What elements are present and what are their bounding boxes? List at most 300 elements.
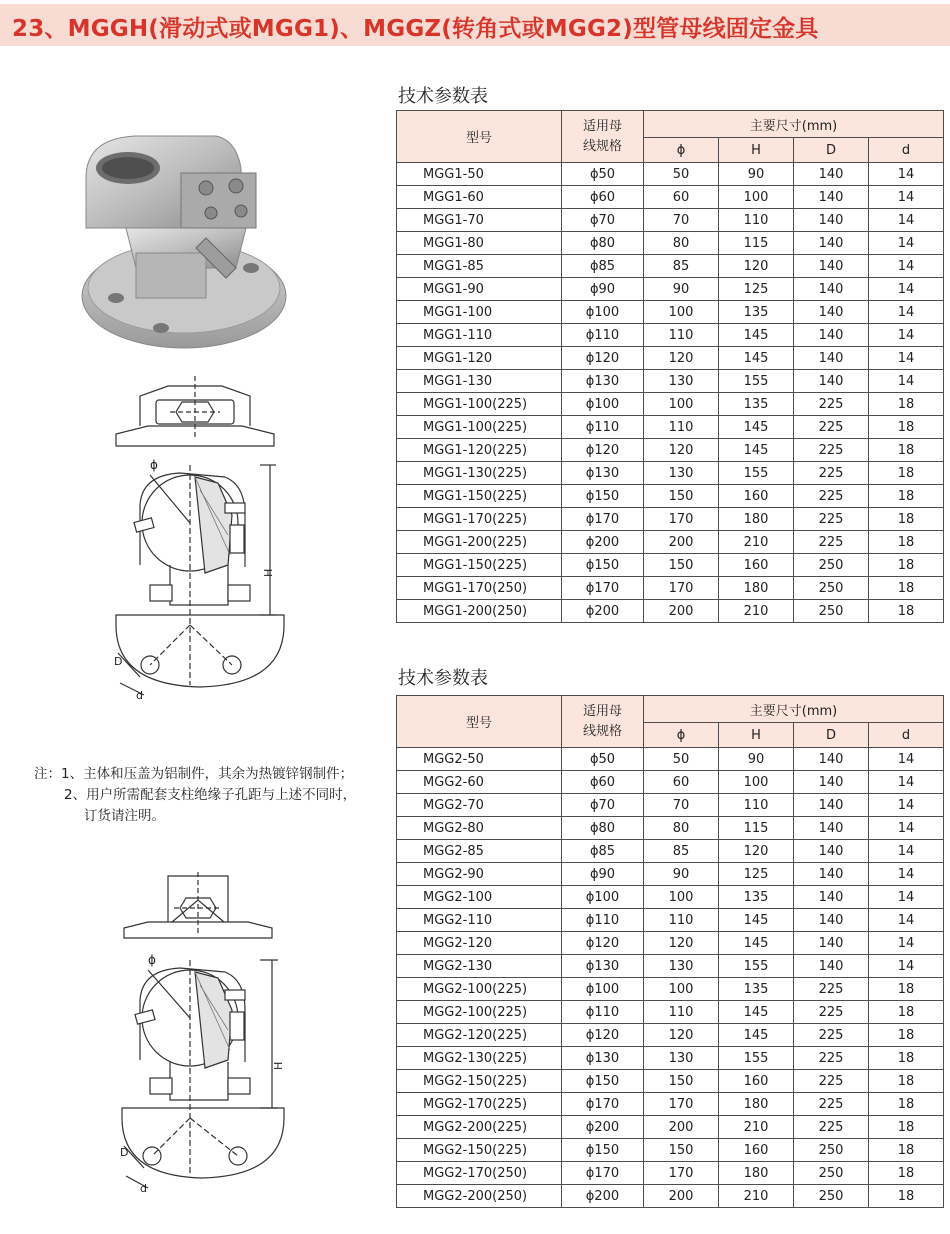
label-h-2: H <box>272 1061 285 1070</box>
table-row <box>397 186 944 209</box>
cell-spec: ϕ150 <box>562 554 644 577</box>
header-phi: ϕ <box>644 138 719 163</box>
cell-phi: 110 <box>644 1001 719 1024</box>
cell-phi: 120 <box>644 439 719 462</box>
cell-h: 210 <box>719 1185 794 1208</box>
cell-model: MGG1-130 <box>397 370 562 393</box>
cell-d: 14 <box>869 301 944 324</box>
cell-phi: 100 <box>644 978 719 1001</box>
cell-phi: 100 <box>644 393 719 416</box>
table-row <box>397 393 944 416</box>
cell-phi: 100 <box>644 886 719 909</box>
header-h: H <box>719 723 794 748</box>
cell-model: MGG1-80 <box>397 232 562 255</box>
cell-model: MGG1-90 <box>397 278 562 301</box>
cell-model: MGG2-100(225) <box>397 1001 562 1024</box>
cell-h: 115 <box>719 232 794 255</box>
cell-spec: ϕ150 <box>562 1139 644 1162</box>
cell-spec: ϕ100 <box>562 978 644 1001</box>
cell-D: 140 <box>794 301 869 324</box>
note <box>34 764 356 827</box>
cell-spec: ϕ85 <box>562 840 644 863</box>
cell-spec: ϕ170 <box>562 1093 644 1116</box>
cell-spec: ϕ70 <box>562 794 644 817</box>
cell-d: 18 <box>869 439 944 462</box>
cell-h: 115 <box>719 817 794 840</box>
table-row <box>397 485 944 508</box>
cell-spec: ϕ110 <box>562 1001 644 1024</box>
cell-model: MGG1-50 <box>397 163 562 186</box>
cell-model: MGG2-200(250) <box>397 1185 562 1208</box>
drawing-mgg2-side-view <box>118 950 298 1200</box>
cell-h: 100 <box>719 186 794 209</box>
cell-h: 180 <box>719 508 794 531</box>
cell-h: 145 <box>719 1001 794 1024</box>
cell-d: 14 <box>869 232 944 255</box>
cell-spec: ϕ200 <box>562 531 644 554</box>
cell-model: MGG1-85 <box>397 255 562 278</box>
cell-phi: 50 <box>644 748 719 771</box>
note-line-3: 订货请注明。 <box>84 808 165 824</box>
cell-model: MGG2-80 <box>397 817 562 840</box>
cell-phi: 60 <box>644 771 719 794</box>
cell-h: 155 <box>719 370 794 393</box>
cell-h: 210 <box>719 1116 794 1139</box>
cell-D: 140 <box>794 817 869 840</box>
label-d-upper: D <box>114 655 123 668</box>
cell-spec: ϕ200 <box>562 600 644 623</box>
cell-h: 155 <box>719 462 794 485</box>
cell-d: 18 <box>869 531 944 554</box>
cell-phi: 90 <box>644 278 719 301</box>
cell-phi: 80 <box>644 817 719 840</box>
cell-phi: 170 <box>644 508 719 531</box>
cell-D: 225 <box>794 1024 869 1047</box>
cell-phi: 120 <box>644 932 719 955</box>
table-row <box>397 1024 944 1047</box>
cell-D: 140 <box>794 186 869 209</box>
cell-d: 18 <box>869 577 944 600</box>
table-row <box>397 301 944 324</box>
table-row <box>397 863 944 886</box>
cell-h: 135 <box>719 886 794 909</box>
cell-D: 140 <box>794 370 869 393</box>
cell-h: 90 <box>719 748 794 771</box>
cell-phi: 150 <box>644 1070 719 1093</box>
cell-phi: 100 <box>644 301 719 324</box>
table-row <box>397 508 944 531</box>
table-row <box>397 1116 944 1139</box>
cell-spec: ϕ200 <box>562 1116 644 1139</box>
cell-model: MGG1-170(225) <box>397 508 562 531</box>
cell-spec: ϕ170 <box>562 577 644 600</box>
header-dims: 主要尺寸(mm) <box>644 111 944 138</box>
cell-model: MGG1-100 <box>397 301 562 324</box>
table-row <box>397 978 944 1001</box>
header-model: 型号 <box>397 696 562 748</box>
cell-D: 250 <box>794 1162 869 1185</box>
cell-d: 18 <box>869 1047 944 1070</box>
cell-d: 18 <box>869 1139 944 1162</box>
cell-model: MGG2-70 <box>397 794 562 817</box>
cell-phi: 200 <box>644 1185 719 1208</box>
cell-D: 140 <box>794 909 869 932</box>
cell-model: MGG2-170(250) <box>397 1162 562 1185</box>
header-d: d <box>869 723 944 748</box>
table-row <box>397 416 944 439</box>
cell-spec: ϕ120 <box>562 347 644 370</box>
table-row <box>397 163 944 186</box>
cell-D: 250 <box>794 600 869 623</box>
cell-model: MGG1-150(225) <box>397 485 562 508</box>
cell-model: MGG1-170(250) <box>397 577 562 600</box>
table2-body <box>397 748 944 1208</box>
cell-h: 145 <box>719 416 794 439</box>
cell-phi: 50 <box>644 163 719 186</box>
cell-D: 140 <box>794 748 869 771</box>
cell-D: 225 <box>794 462 869 485</box>
cell-phi: 110 <box>644 416 719 439</box>
table-row <box>397 600 944 623</box>
cell-phi: 70 <box>644 794 719 817</box>
cell-phi: 130 <box>644 1047 719 1070</box>
cell-model: MGG2-50 <box>397 748 562 771</box>
cell-h: 180 <box>719 1162 794 1185</box>
cell-model: MGG1-70 <box>397 209 562 232</box>
cell-model: MGG1-120 <box>397 347 562 370</box>
cell-d: 14 <box>869 863 944 886</box>
table-row <box>397 748 944 771</box>
cell-model: MGG1-100(225) <box>397 393 562 416</box>
table-row <box>397 255 944 278</box>
table-row <box>397 886 944 909</box>
cell-D: 250 <box>794 554 869 577</box>
table-row <box>397 1070 944 1093</box>
cell-D: 140 <box>794 886 869 909</box>
cell-D: 225 <box>794 485 869 508</box>
cell-D: 225 <box>794 1116 869 1139</box>
header-phi: ϕ <box>644 723 719 748</box>
cell-phi: 130 <box>644 370 719 393</box>
cell-D: 225 <box>794 439 869 462</box>
cell-d: 14 <box>869 817 944 840</box>
label-d-upper-2: D <box>120 1146 129 1159</box>
cell-spec: ϕ130 <box>562 1047 644 1070</box>
table-row <box>397 794 944 817</box>
cell-model: MGG1-130(225) <box>397 462 562 485</box>
drawing-mgg1-side-view <box>110 455 290 705</box>
cell-spec: ϕ100 <box>562 886 644 909</box>
table-row <box>397 1185 944 1208</box>
cell-D: 140 <box>794 794 869 817</box>
note-line-2: 2、用户所需配套支柱绝缘子孔距与上述不同时， <box>64 787 357 803</box>
label-phi-2: ϕ <box>148 953 156 967</box>
cell-d: 14 <box>869 886 944 909</box>
cell-phi: 150 <box>644 485 719 508</box>
product-photo <box>66 118 356 363</box>
cell-h: 145 <box>719 1024 794 1047</box>
cell-D: 225 <box>794 393 869 416</box>
table-row <box>397 1001 944 1024</box>
cell-D: 225 <box>794 416 869 439</box>
cell-h: 100 <box>719 771 794 794</box>
cell-spec: ϕ100 <box>562 393 644 416</box>
cell-spec: ϕ60 <box>562 186 644 209</box>
cell-d: 18 <box>869 1185 944 1208</box>
cell-phi: 120 <box>644 1024 719 1047</box>
cell-d: 18 <box>869 508 944 531</box>
cell-spec: ϕ130 <box>562 370 644 393</box>
cell-d: 14 <box>869 748 944 771</box>
cell-spec: ϕ100 <box>562 301 644 324</box>
cell-h: 155 <box>719 1047 794 1070</box>
cell-spec: ϕ170 <box>562 1162 644 1185</box>
table-row <box>397 840 944 863</box>
table-row <box>397 554 944 577</box>
cell-h: 120 <box>719 255 794 278</box>
cell-model: MGG2-110 <box>397 909 562 932</box>
cell-model: MGG2-120 <box>397 932 562 955</box>
cell-model: MGG2-150(225) <box>397 1070 562 1093</box>
cell-h: 145 <box>719 324 794 347</box>
cell-h: 160 <box>719 1139 794 1162</box>
cell-spec: ϕ120 <box>562 1024 644 1047</box>
table-row <box>397 1047 944 1070</box>
cell-h: 110 <box>719 794 794 817</box>
cell-d: 14 <box>869 771 944 794</box>
cell-phi: 110 <box>644 909 719 932</box>
cell-d: 18 <box>869 462 944 485</box>
cell-spec: ϕ85 <box>562 255 644 278</box>
cell-spec: ϕ50 <box>562 163 644 186</box>
cell-d: 18 <box>869 416 944 439</box>
cell-phi: 200 <box>644 1116 719 1139</box>
cell-phi: 60 <box>644 186 719 209</box>
cell-d: 18 <box>869 1093 944 1116</box>
cell-d: 14 <box>869 163 944 186</box>
cell-h: 180 <box>719 577 794 600</box>
cell-spec: ϕ50 <box>562 748 644 771</box>
table-row <box>397 347 944 370</box>
cell-h: 125 <box>719 863 794 886</box>
cell-D: 140 <box>794 955 869 978</box>
cell-h: 145 <box>719 932 794 955</box>
cell-model: MGG2-170(225) <box>397 1093 562 1116</box>
cell-phi: 130 <box>644 955 719 978</box>
header-D: D <box>794 723 869 748</box>
cell-model: MGG2-100(225) <box>397 978 562 1001</box>
label-phi: ϕ <box>150 458 158 472</box>
title-bar <box>0 4 950 46</box>
cell-spec: ϕ110 <box>562 416 644 439</box>
cell-spec: ϕ110 <box>562 909 644 932</box>
cell-D: 140 <box>794 278 869 301</box>
cell-model: MGG1-150(225) <box>397 554 562 577</box>
cell-model: MGG1-200(250) <box>397 600 562 623</box>
cell-d: 14 <box>869 840 944 863</box>
spec-table-mgg1 <box>396 110 944 623</box>
cell-h: 210 <box>719 600 794 623</box>
cell-h: 120 <box>719 840 794 863</box>
cell-model: MGG2-130 <box>397 955 562 978</box>
cell-D: 225 <box>794 508 869 531</box>
cell-D: 225 <box>794 1093 869 1116</box>
table1-title: 技术参数表 <box>398 86 488 107</box>
drawing-mgg2-top-view <box>118 870 278 942</box>
label-d-lower: d <box>136 689 143 702</box>
cell-phi: 85 <box>644 255 719 278</box>
cell-d: 18 <box>869 600 944 623</box>
header-h: H <box>719 138 794 163</box>
cell-spec: ϕ90 <box>562 278 644 301</box>
cell-spec: ϕ170 <box>562 508 644 531</box>
cell-d: 18 <box>869 554 944 577</box>
cell-model: MGG2-200(225) <box>397 1116 562 1139</box>
cell-d: 14 <box>869 347 944 370</box>
cell-model: MGG2-130(225) <box>397 1047 562 1070</box>
cell-h: 155 <box>719 955 794 978</box>
table-row <box>397 955 944 978</box>
table-row <box>397 439 944 462</box>
cell-D: 225 <box>794 1070 869 1093</box>
cell-phi: 85 <box>644 840 719 863</box>
note-line-1: 注：1、主体和压盖为铝制件，其余为热镀锌钢制件； <box>34 766 354 782</box>
cell-phi: 90 <box>644 863 719 886</box>
table2-title: 技术参数表 <box>398 668 488 689</box>
header-D: D <box>794 138 869 163</box>
table-row <box>397 232 944 255</box>
cell-D: 140 <box>794 232 869 255</box>
cell-spec: ϕ150 <box>562 1070 644 1093</box>
cell-spec: ϕ110 <box>562 324 644 347</box>
cell-h: 160 <box>719 485 794 508</box>
cell-d: 14 <box>869 370 944 393</box>
cell-d: 18 <box>869 1024 944 1047</box>
spec-table-mgg2 <box>396 695 944 1208</box>
cell-model: MGG1-100(225) <box>397 416 562 439</box>
cell-phi: 170 <box>644 577 719 600</box>
cell-d: 14 <box>869 255 944 278</box>
cell-phi: 200 <box>644 531 719 554</box>
label-d-lower-2: d <box>140 1182 147 1195</box>
table-row <box>397 531 944 554</box>
table-row <box>397 577 944 600</box>
cell-h: 135 <box>719 393 794 416</box>
table-row <box>397 278 944 301</box>
cell-h: 145 <box>719 439 794 462</box>
cell-d: 18 <box>869 485 944 508</box>
cell-model: MGG2-85 <box>397 840 562 863</box>
table-row <box>397 817 944 840</box>
cell-D: 140 <box>794 932 869 955</box>
cell-h: 145 <box>719 909 794 932</box>
cell-h: 90 <box>719 163 794 186</box>
table-row <box>397 462 944 485</box>
cell-phi: 150 <box>644 554 719 577</box>
cell-model: MGG1-60 <box>397 186 562 209</box>
cell-spec: ϕ130 <box>562 462 644 485</box>
cell-D: 250 <box>794 577 869 600</box>
cell-D: 140 <box>794 863 869 886</box>
cell-D: 250 <box>794 1139 869 1162</box>
cell-d: 14 <box>869 324 944 347</box>
cell-model: MGG1-110 <box>397 324 562 347</box>
cell-d: 14 <box>869 932 944 955</box>
cell-D: 225 <box>794 1001 869 1024</box>
cell-d: 14 <box>869 955 944 978</box>
cell-D: 140 <box>794 347 869 370</box>
cell-spec: ϕ90 <box>562 863 644 886</box>
table-row <box>397 1093 944 1116</box>
cell-spec: ϕ80 <box>562 817 644 840</box>
cell-D: 250 <box>794 1185 869 1208</box>
header-model: 型号 <box>397 111 562 163</box>
cell-d: 14 <box>869 186 944 209</box>
cell-spec: ϕ130 <box>562 955 644 978</box>
cell-model: MGG2-60 <box>397 771 562 794</box>
cell-model: MGG2-90 <box>397 863 562 886</box>
table-row <box>397 909 944 932</box>
cell-d: 18 <box>869 1162 944 1185</box>
page-title: 23、MGGH(滑动式或MGG1)、MGGZ(转角式或MGG2)型管母线固定金具 <box>12 16 819 42</box>
cell-h: 145 <box>719 347 794 370</box>
cell-spec: ϕ200 <box>562 1185 644 1208</box>
cell-d: 18 <box>869 978 944 1001</box>
table-row <box>397 1162 944 1185</box>
cell-d: 18 <box>869 1001 944 1024</box>
cell-h: 125 <box>719 278 794 301</box>
cell-phi: 120 <box>644 347 719 370</box>
cell-D: 140 <box>794 771 869 794</box>
cell-D: 225 <box>794 531 869 554</box>
cell-D: 140 <box>794 163 869 186</box>
cell-spec: ϕ80 <box>562 232 644 255</box>
cell-d: 18 <box>869 1116 944 1139</box>
cell-model: MGG2-100 <box>397 886 562 909</box>
table-row <box>397 771 944 794</box>
cell-model: MGG1-200(225) <box>397 531 562 554</box>
cell-phi: 200 <box>644 600 719 623</box>
cell-phi: 130 <box>644 462 719 485</box>
cell-d: 18 <box>869 1070 944 1093</box>
cell-h: 210 <box>719 531 794 554</box>
cell-d: 14 <box>869 209 944 232</box>
cell-phi: 170 <box>644 1093 719 1116</box>
cell-model: MGG2-120(225) <box>397 1024 562 1047</box>
table1-body <box>397 163 944 623</box>
drawing-mgg1-top-view <box>110 372 280 452</box>
header-dims: 主要尺寸(mm) <box>644 696 944 723</box>
cell-spec: ϕ120 <box>562 439 644 462</box>
table-row <box>397 370 944 393</box>
cell-h: 135 <box>719 301 794 324</box>
cell-D: 225 <box>794 1047 869 1070</box>
cell-h: 110 <box>719 209 794 232</box>
cell-phi: 110 <box>644 324 719 347</box>
cell-d: 18 <box>869 393 944 416</box>
header-spec: 适用母线规格 <box>562 111 644 163</box>
table-row <box>397 324 944 347</box>
cell-model: MGG1-120(225) <box>397 439 562 462</box>
header-spec: 适用母线规格 <box>562 696 644 748</box>
cell-spec: ϕ120 <box>562 932 644 955</box>
cell-spec: ϕ70 <box>562 209 644 232</box>
cell-D: 140 <box>794 255 869 278</box>
header-d: d <box>869 138 944 163</box>
table-row <box>397 1139 944 1162</box>
cell-phi: 70 <box>644 209 719 232</box>
cell-spec: ϕ60 <box>562 771 644 794</box>
